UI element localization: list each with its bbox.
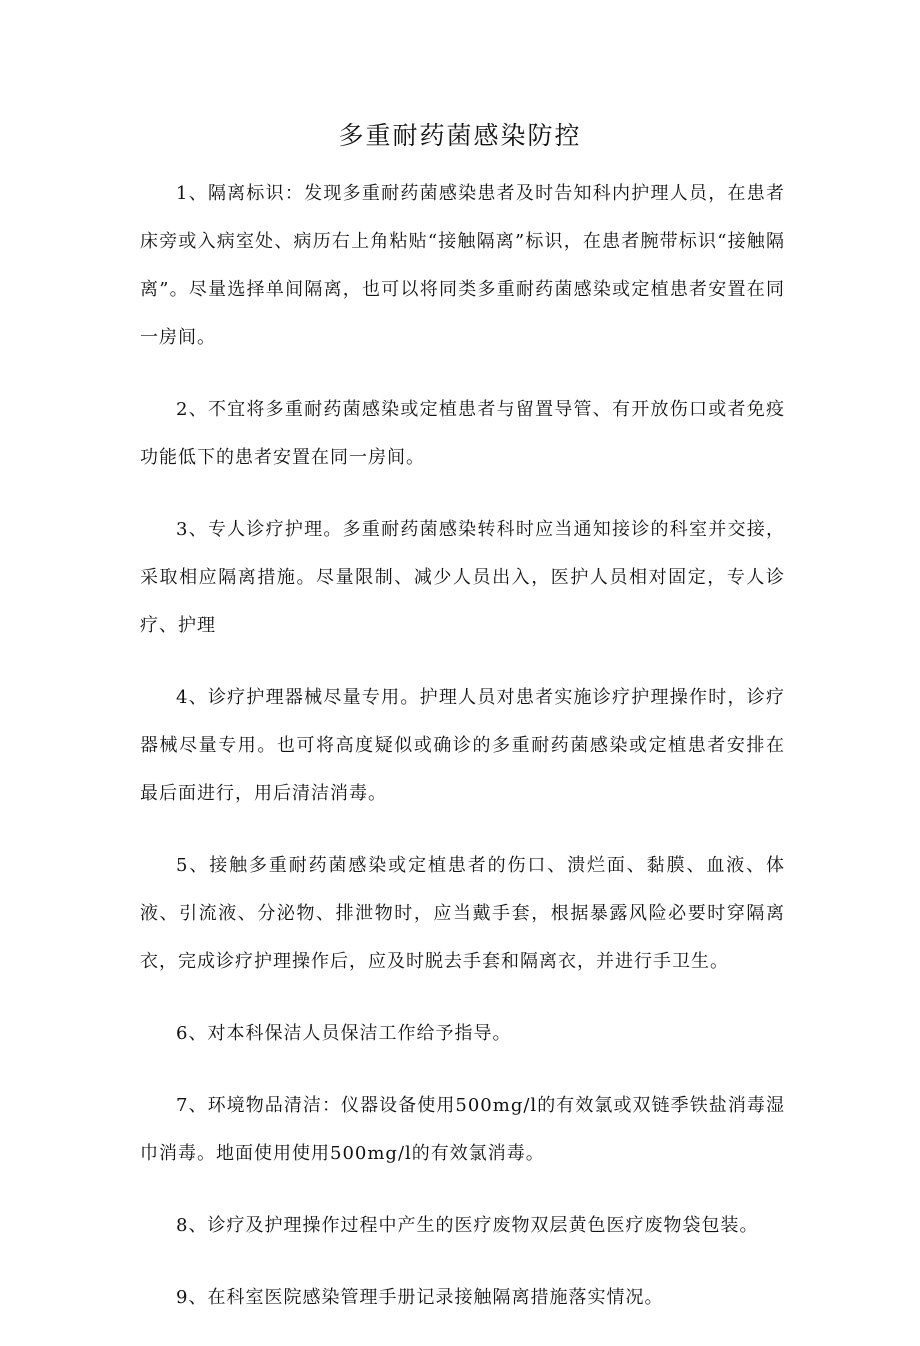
paragraph-7: 7、环境物品清洁：仪器设备使用500mg/l的有效氯或双链季铁盐消毒湿巾消毒。地面使用使用500mg/l的有效氯消毒。 bbox=[140, 1095, 785, 1164]
paragraph-9: 9、在科室医院感染管理手册记录接触隔离措施落实情况。 bbox=[176, 1287, 664, 1308]
document-title: 多重耐药菌感染防控 bbox=[338, 121, 582, 150]
paragraph-2: 2、不宜将多重耐药菌感染或定植患者与留置导管、有开放伤口或者免疫功能低下的患者安置在同一房间。 bbox=[140, 399, 785, 468]
document-body bbox=[140, 170, 785, 1346]
paragraph-6: 6、对本科保洁人员保洁工作给予指导。 bbox=[176, 1023, 512, 1044]
paragraph-4: 4、诊疗护理器械尽量专用。护理人员对患者实施诊疗护理操作时，诊疗器械尽量专用。也可将高度疑似或确诊的多重耐药菌感染或定植患者安排在最后面进行，用后清洁消毒。 bbox=[140, 687, 785, 804]
paragraph-3: 3、专人诊疗护理。多重耐药菌感染转科时应当通知接诊的科室并交接，采取相应隔离措施。尽量限制、减少人员出入，医护人员相对固定，专人诊疗、护理 bbox=[140, 519, 785, 636]
paragraph-5: 5、接触多重耐药菌感染或定植患者的伤口、溃烂面、黏膜、血液、体液、引流液、分泌物、排泄物时，应当戴手套，根据暴露风险必要时穿隔离衣，完成诊疗护理操作后，应及时脱去手套和隔离衣，并进行手卫生。 bbox=[140, 855, 785, 972]
paragraph-1: 1、隔离标识：发现多重耐药菌感染患者及时告知科内护理人员，在患者床旁或入病室处、病历右上角粘贴“接触隔离”标识，在患者腕带标识“接触隔离”。尽量选择单间隔离，也可以将同类多重耐药菌感染或定植患者安置在同一房间。 bbox=[140, 183, 785, 348]
paragraph-8: 8、诊疗及护理操作过程中产生的医疗废物双层黄色医疗废物袋包装。 bbox=[176, 1215, 759, 1236]
